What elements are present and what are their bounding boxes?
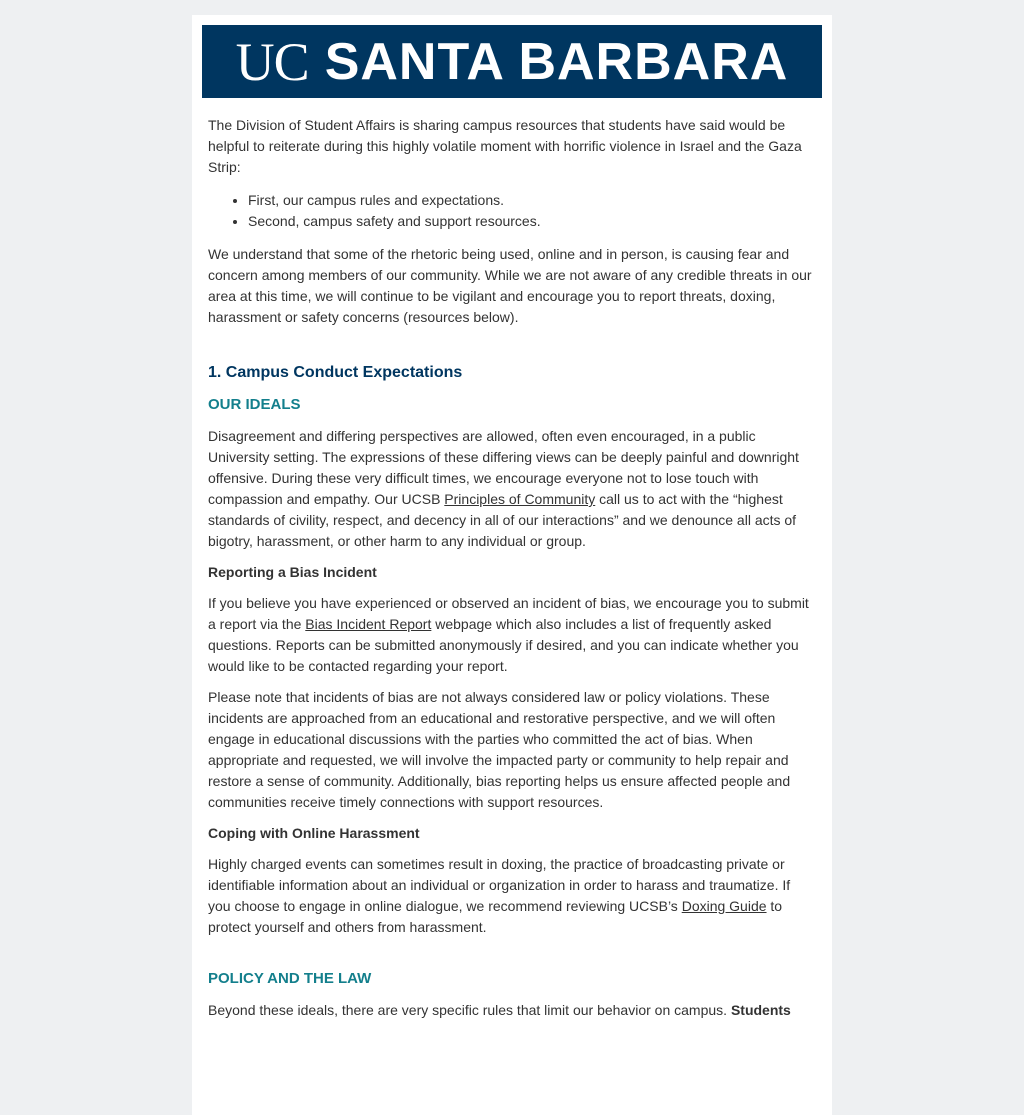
bias-incident-report-link[interactable]: Bias Incident Report xyxy=(305,616,432,632)
text: Beyond these ideals, there are very specific rules that limit our behavior on campus. xyxy=(208,1002,731,1018)
ucsb-logo xyxy=(202,25,822,98)
principles-of-community-link[interactable]: Principles of Community xyxy=(444,491,596,507)
policy-paragraph xyxy=(208,1000,816,1021)
intro-paragraph: The Division of Student Affairs is sharing campus resources that students have said would be helpful to reiterate during this highly volatile moment with horrific violence in Israel and the Gaza Strip: xyxy=(208,117,802,175)
policy-heading: POLICY AND THE LAW xyxy=(208,970,372,987)
bias-heading: Reporting a Bias Incident xyxy=(208,564,377,580)
email-container xyxy=(192,15,832,1115)
online-harassment-heading: Coping with Online Harassment xyxy=(208,825,420,841)
online-paragraph xyxy=(208,854,816,938)
doxing-guide-link[interactable]: Doxing Guide xyxy=(681,898,767,914)
email-body xyxy=(192,98,832,1021)
bias-paragraph xyxy=(208,593,816,677)
ideals-paragraph xyxy=(208,426,816,552)
section-title: 1. Campus Conduct Expectations xyxy=(208,364,463,381)
logo-name: SANTA BARBARA xyxy=(324,32,789,91)
text: Highly charged events can sometimes result in doxing, the practice of broadcasting private or identifiable information about an individual or organization in order to harass and traumatize. If you choose to engage in online dialogue, we recommend reviewing UCSB’s xyxy=(208,856,791,914)
list-item: • First, our campus rules and expectations. xyxy=(248,190,816,211)
text: call us to act with the “highest standards of civility, respect, and decency in all of our interactions” and we denounce all acts of bigotry, harassment, or other harm to any individual or group. xyxy=(208,491,797,549)
bias-note-paragraph: Please note that incidents of bias are not always considered law or policy violations. These incidents are approached from an educational and restorative perspective, and we will often engage in educational discussions with the parties who committed the act of bias. When appropriate and requested, we will involve the impacted party or community to help repair and restore a sense of community. Additionally, bias reporting helps us ensure affected people and communities receive timely connections with support resources. xyxy=(208,689,791,810)
list-item: • Second, campus safety and support resources. xyxy=(248,211,816,232)
bold-text: Students xyxy=(730,1002,791,1018)
resource-list xyxy=(208,190,816,232)
text: webpage which also includes a list of frequently asked questions. Reports can be submitted anonymously if desired, and you can indicate whether you would like to be contacted regarding your report. xyxy=(208,616,799,674)
text: If you believe you have experienced or observed an incident of bias, we encourage you to submit a report via the xyxy=(208,595,809,632)
text: to protect yourself and others from harassment. xyxy=(208,898,783,935)
text: Disagreement and differing perspectives are allowed, often even encouraged, in a public University setting. The expressions of these differing views can be deeply painful and downright offensive. During these very difficult times, we encourage everyone not to lose touch with compassion and empathy. Our UCSB xyxy=(208,428,799,507)
ideals-heading: OUR IDEALS xyxy=(208,396,301,413)
concern-paragraph: We understand that some of the rhetoric being used, online and in person, is causing fear and concern among members of our community. While we are not aware of any credible threats in our area at this time, we will continue to be vigilant and encourage you to report threats, doxing, harassment or safety concerns (resources below). xyxy=(208,246,812,325)
logo-uc: UC xyxy=(235,31,309,92)
